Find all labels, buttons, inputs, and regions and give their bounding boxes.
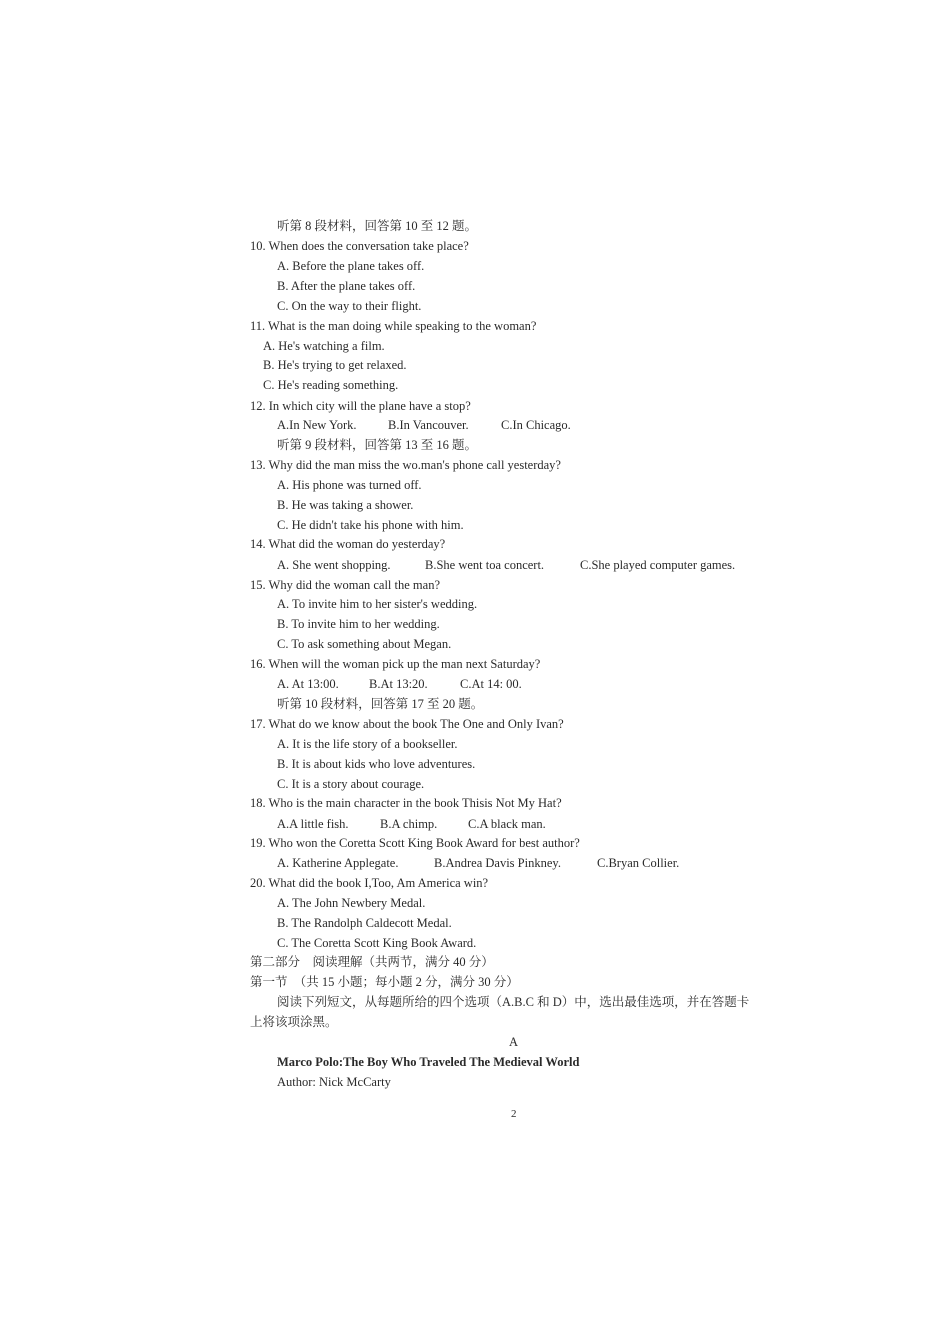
question-17-option-a: A. It is the life story of a bookseller.	[277, 737, 458, 751]
section-10-intro: 听第 10 段材料，回答第 17 至 20 题。	[277, 697, 484, 711]
question-20: 20. What did the book I,Too, Am America win?	[250, 876, 489, 890]
question-17-option-b: B. It is about kids who love adventures.	[277, 757, 476, 771]
question-17-option-c: C. It is a story about courage.	[277, 777, 425, 791]
section-one-heading: 第一节 （共 15 小题；每小题 2 分，满分 30 分）	[250, 975, 519, 989]
question-19-option-a: A. Katherine Applegate.	[277, 856, 399, 870]
question-12-option-b: B.In Vancouver.	[388, 418, 469, 432]
question-13-option-c: C. He didn't take his phone with him.	[277, 518, 464, 532]
question-14: 14. What did the woman do yesterday?	[250, 537, 446, 551]
question-13-option-b: B. He was taking a shower.	[277, 498, 414, 512]
question-17: 17. What do we know about the book The One and Only Ivan?	[250, 717, 564, 731]
question-19-option-c: C.Bryan Collier.	[597, 856, 680, 870]
reading-instruction-line-2: 上将该项涂黑。	[250, 1015, 338, 1029]
question-20-option-c: C. The Coretta Scott King Book Award.	[277, 936, 477, 950]
page-number: 2	[511, 1108, 517, 1120]
question-16-option-b: B.At 13:20.	[369, 677, 428, 691]
question-11-option-c: C. He's reading something.	[263, 378, 399, 392]
question-11: 11. What is the man doing while speaking to the woman?	[250, 319, 537, 333]
question-14-option-a: A. She went shopping.	[277, 558, 391, 572]
question-15-option-c: C. To ask something about Megan.	[277, 637, 452, 651]
section-9-intro: 听第 9 段材料，回答第 13 至 16 题。	[277, 438, 478, 452]
question-18: 18. Who is the main character in the book Thisis Not My Hat?	[250, 796, 562, 810]
question-19: 19. Who won the Coretta Scott King Book Award for best author?	[250, 836, 580, 850]
question-20-option-b: B. The Randolph Caldecott Medal.	[277, 916, 452, 930]
question-15-option-a: A. To invite him to her sister's wedding.	[277, 597, 478, 611]
question-15-option-b: B. To invite him to her wedding.	[277, 617, 440, 631]
question-14-option-b: B.She went toa concert.	[425, 558, 545, 572]
question-11-option-b: B. He's trying to get relaxed.	[263, 358, 407, 372]
question-10-option-a: A. Before the plane takes off.	[277, 259, 425, 273]
book-author: Author: Nick McCarty	[277, 1075, 391, 1089]
question-13: 13. Why did the man miss the wo.man's phone call yesterday?	[250, 458, 561, 472]
book-title: Marco Polo:The Boy Who Traveled The Medieval World	[277, 1055, 580, 1069]
question-13-option-a: A. His phone was turned off.	[277, 478, 422, 492]
section-8-intro: 听第 8 段材料，回答第 10 至 12 题。	[277, 219, 478, 233]
question-10-option-c: C. On the way to their flight.	[277, 299, 422, 313]
question-18-option-b: B.A chimp.	[380, 817, 438, 831]
question-14-option-c: C.She played computer games.	[580, 558, 736, 572]
question-20-option-a: A. The John Newbery Medal.	[277, 896, 426, 910]
part-two-heading: 第二部分 阅读理解（共两节，满分 40 分）	[250, 955, 494, 969]
passage-label: A	[509, 1035, 519, 1049]
question-16: 16. When will the woman pick up the man next Saturday?	[250, 657, 541, 671]
question-10: 10. When does the conversation take place?	[250, 239, 469, 253]
question-18-option-a: A.A little fish.	[277, 817, 349, 831]
question-16-option-a: A. At 13:00.	[277, 677, 339, 691]
question-18-option-c: C.A black man.	[468, 817, 546, 831]
question-12-option-c: C.In Chicago.	[501, 418, 571, 432]
question-11-option-a: A. He's watching a film.	[263, 339, 385, 353]
question-15: 15. Why did the woman call the man?	[250, 578, 440, 592]
question-19-option-b: B.Andrea Davis Pinkney.	[434, 856, 561, 870]
question-12: 12. In which city will the plane have a stop?	[250, 399, 471, 413]
reading-instruction-line-1: 阅读下列短文，从每题所给的四个选项（A.B.C 和 D）中，选出最佳选项，并在答题卡	[277, 995, 750, 1009]
question-16-option-c: C.At 14: 00.	[460, 677, 522, 691]
question-10-option-b: B. After the plane takes off.	[277, 279, 416, 293]
question-12-option-a: A.In New York.	[277, 418, 357, 432]
